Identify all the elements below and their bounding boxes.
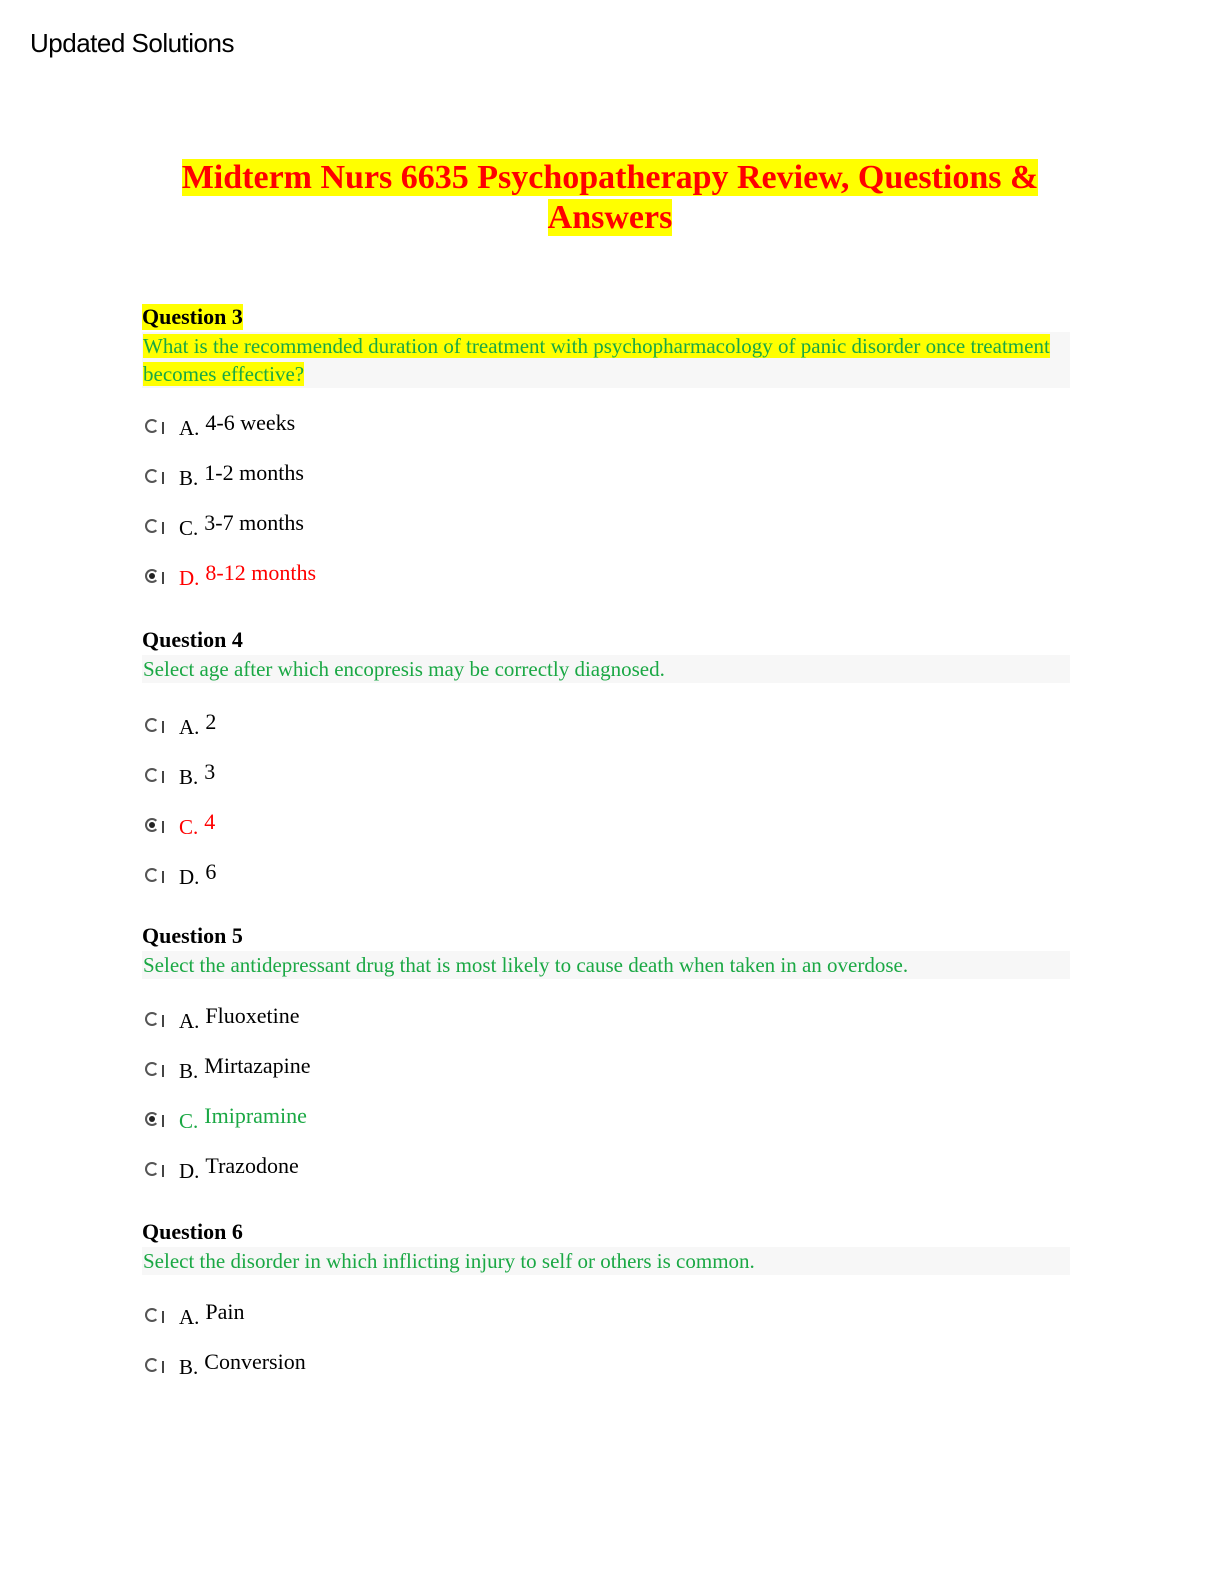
option-letter: B. <box>179 1355 199 1379</box>
header-label: Updated Solutions <box>30 28 234 58</box>
option-b[interactable] <box>142 1053 1070 1103</box>
option-letter: B. <box>179 1059 199 1083</box>
option-d[interactable] <box>142 560 1070 610</box>
radio-tick-icon <box>162 871 164 883</box>
option-a[interactable] <box>142 709 1070 759</box>
option-letter: D. <box>179 566 200 590</box>
radio-button[interactable] <box>145 768 159 782</box>
option-letter: C. <box>179 1109 199 1133</box>
radio-button[interactable] <box>145 1308 159 1322</box>
question-5 <box>142 923 1070 1203</box>
option-a[interactable] <box>142 1299 1070 1349</box>
option-b[interactable] <box>142 759 1070 809</box>
option-b[interactable] <box>142 460 1070 510</box>
question-4 <box>142 627 1070 909</box>
radio-button[interactable] <box>145 519 159 533</box>
question-3 <box>142 304 1070 610</box>
question-text-highlight: What is the recommended duration of treatment with psychopharmacology of panic disorder once treatment becomes effective? <box>143 334 1050 386</box>
radio-button[interactable] <box>145 1062 159 1076</box>
option-letter: C. <box>179 815 199 839</box>
radio-tick-icon <box>162 522 164 534</box>
option-letter: A. <box>179 715 200 739</box>
option-letter: A. <box>179 1009 200 1033</box>
radio-tick-icon <box>162 1065 164 1077</box>
option-text: 2 <box>205 709 217 734</box>
option-letter: A. <box>179 416 200 440</box>
option-letter: D. <box>179 865 200 889</box>
radio-button[interactable] <box>145 1162 159 1176</box>
option-text: 4-6 weeks <box>205 410 296 435</box>
option-letter: C. <box>179 516 199 540</box>
question-text: Select the antidepressant drug that is most likely to cause death when taken in an overdose. <box>142 951 1070 979</box>
radio-tick-icon <box>162 821 164 833</box>
option-d[interactable] <box>142 1153 1070 1203</box>
options-list <box>142 1299 1070 1399</box>
question-heading: Question 4 <box>142 627 243 652</box>
option-c[interactable] <box>142 510 1070 560</box>
radio-button-selected[interactable] <box>145 569 159 583</box>
option-letter: B. <box>179 765 199 789</box>
document-title-line1: Midterm Nurs 6635 Psychopatherapy Review, Questions & <box>181 159 1039 196</box>
option-text: Conversion <box>204 1349 306 1374</box>
radio-button[interactable] <box>145 718 159 732</box>
radio-button-selected[interactable] <box>145 818 159 832</box>
question-heading: Question 5 <box>142 923 243 948</box>
radio-tick-icon <box>162 1361 164 1373</box>
radio-tick-icon <box>162 472 164 484</box>
option-text: Imipramine <box>204 1103 307 1128</box>
option-text: Pain <box>205 1299 245 1324</box>
question-text: Select the disorder in which inflicting injury to self or others is common. <box>142 1247 1070 1275</box>
document-title <box>150 158 1070 238</box>
option-text: 3-7 months <box>204 510 304 535</box>
option-text: Trazodone <box>205 1153 299 1178</box>
radio-tick-icon <box>162 771 164 783</box>
radio-button[interactable] <box>145 469 159 483</box>
option-text: Mirtazapine <box>204 1053 311 1078</box>
question-heading: Question 6 <box>142 1219 243 1244</box>
radio-tick-icon <box>162 1311 164 1323</box>
option-d[interactable] <box>142 859 1070 909</box>
option-letter: B. <box>179 466 199 490</box>
document-title-line2: Answers <box>547 199 673 236</box>
radio-tick-icon <box>162 1165 164 1177</box>
option-text: 3 <box>204 759 216 784</box>
question-heading: Question 3 <box>142 304 243 329</box>
option-b[interactable] <box>142 1349 1070 1399</box>
option-c[interactable] <box>142 1103 1070 1153</box>
option-letter: A. <box>179 1305 200 1329</box>
option-text: 4 <box>204 809 216 834</box>
option-c[interactable] <box>142 809 1070 859</box>
radio-button-selected[interactable] <box>145 1112 159 1126</box>
options-list <box>142 709 1070 909</box>
radio-button[interactable] <box>145 1358 159 1372</box>
option-a[interactable] <box>142 1003 1070 1053</box>
radio-button[interactable] <box>145 868 159 882</box>
question-text <box>142 332 1070 388</box>
options-list <box>142 1003 1070 1203</box>
question-6 <box>142 1219 1070 1399</box>
question-text: Select age after which encopresis may be correctly diagnosed. <box>142 655 1070 683</box>
option-text: Fluoxetine <box>205 1003 300 1028</box>
option-text: 8-12 months <box>205 560 317 585</box>
radio-tick-icon <box>162 1115 164 1127</box>
radio-tick-icon <box>162 1015 164 1027</box>
radio-tick-icon <box>162 422 164 434</box>
option-text: 1-2 months <box>204 460 304 485</box>
radio-tick-icon <box>162 721 164 733</box>
option-letter: D. <box>179 1159 200 1183</box>
option-text: 6 <box>205 859 217 884</box>
options-list <box>142 410 1070 610</box>
radio-button[interactable] <box>145 1012 159 1026</box>
radio-button[interactable] <box>145 419 159 433</box>
option-a[interactable] <box>142 410 1070 460</box>
radio-tick-icon <box>162 572 164 584</box>
